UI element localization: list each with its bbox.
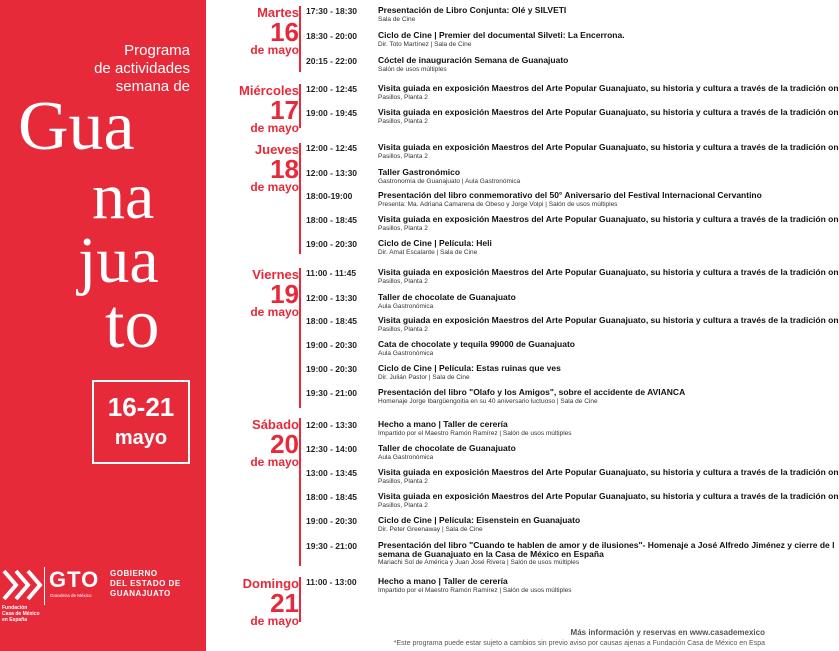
- event-title: Presentación del libro "Olafo y los Amigos", sobre el accidente de AVIANCA: [378, 387, 686, 397]
- disclaimer: *Este programa puede estar sujeto a cambios sin previo aviso por causas ajenas a Fundación Casa de México en Espa: [393, 640, 765, 647]
- day-header: [250, 6, 299, 57]
- logos: [0, 565, 206, 625]
- title-jua: jua: [78, 224, 159, 297]
- event-title: Ciclo de Cine | Película: Heli: [378, 238, 492, 248]
- event-detail: Presenta: Ma. Adriana Camarena de Obeso y Jorge Volpi | Salón de usos múltiples: [378, 201, 618, 208]
- title-na: na: [92, 160, 155, 233]
- day-divider: [299, 418, 301, 566]
- event-time: 12:00 - 13:30: [306, 168, 358, 178]
- event-detail: Aula Gastronómica: [378, 454, 434, 461]
- event-time: 19:30 - 21:00: [306, 388, 358, 398]
- event-time: 19:00 - 20:30: [306, 340, 358, 350]
- event-time: 18:00 - 18:45: [306, 492, 358, 502]
- day-month: de mayo: [250, 614, 299, 628]
- more-info: Más información y reservas en www.casademexico: [570, 628, 765, 637]
- event-time: 12:30 - 14:00: [306, 444, 358, 454]
- event-detail: Aula Gastronómica: [378, 350, 434, 357]
- title-to: to: [105, 286, 160, 363]
- day-month: de mayo: [250, 455, 299, 469]
- subtitle-line-2: de actividades: [94, 60, 190, 77]
- day-header: [250, 143, 299, 194]
- event-time: 20:15 - 22:00: [306, 56, 358, 66]
- event-time: 18:00 - 18:45: [306, 215, 358, 225]
- event-title: Ciclo de Cine | Película: Estas ruinas que ves: [378, 363, 561, 373]
- day-month: de mayo: [250, 180, 299, 194]
- event-time: 11:00 - 13:00: [306, 577, 357, 587]
- event-title: Taller Gastronómico: [378, 167, 461, 177]
- date-range-box: [92, 380, 190, 464]
- event-time: 19:00 - 20:30: [306, 239, 358, 249]
- event-detail: Gastronomía de Guanajuato | Aula Gastronómica: [378, 178, 521, 185]
- event-time: 19:00 - 20:30: [306, 516, 358, 526]
- event-title: Ciclo de Cine | Premier del documental Silveti: La Encerrona.: [378, 30, 625, 40]
- event-title: Cata de chocolate y tequila 99000 de Guanajuato: [378, 339, 575, 349]
- title-gua: Gua: [18, 88, 135, 165]
- event-detail: Sala de Cine: [378, 16, 416, 23]
- event-time: 12:00 - 12:45: [306, 143, 358, 153]
- date-month: mayo: [114, 427, 168, 449]
- event-time: 11:00 - 11:45: [306, 268, 357, 278]
- event-detail: Homenaje Jorge Ibargüengoitia en su 40 aniversario luctuoso | Sala de Cine: [378, 398, 598, 405]
- event-title: Visita guiada en exposición Maestros del Arte Popular Guanajuato, su historia y cultura a través de la tradición on: [378, 491, 839, 501]
- event-time: 12:00 - 13:30: [306, 420, 358, 430]
- event-detail: Salón de usos múltiples: [378, 66, 447, 73]
- day-header: [250, 418, 299, 469]
- event-title: Visita guiada en exposición Maestros del Arte Popular Guanajuato, su historia y cultura a través de la tradición on: [378, 315, 839, 325]
- event-time: 17:30 - 18:30: [306, 6, 358, 16]
- fcme-logo-icon: [2, 569, 42, 603]
- day-number: 21: [270, 588, 299, 618]
- event-time: 19:00 - 20:30: [306, 364, 358, 374]
- event-detail: Dir. Amat Escalante | Sala de Cine: [378, 249, 478, 256]
- event-detail: Aula Gastronómica: [378, 303, 434, 310]
- event-title: Visita guiada en exposición Maestros del Arte Popular Guanajuato, su historia y cultura a través de la tradición on: [378, 214, 839, 224]
- day-name: Domingo: [242, 576, 299, 591]
- subtitle-line-3: semana de: [115, 78, 190, 95]
- event-time: 13:00 - 13:45: [306, 468, 358, 478]
- event-title: Taller de chocolate de Guanajuato: [378, 292, 516, 302]
- event-title: Hecho a mano | Taller de cerería: [378, 576, 508, 586]
- day-number: 16: [270, 17, 299, 47]
- left-panel: [0, 0, 206, 651]
- schedule: [206, 0, 839, 651]
- day-month: de mayo: [250, 305, 299, 319]
- event-title: Presentación de Libro Conjunta: Olé y SILVETI: [378, 5, 567, 15]
- day-number: 18: [270, 154, 299, 184]
- day-header: [243, 577, 299, 628]
- org-line-1: Fundación: [2, 605, 28, 611]
- day-month: de mayo: [250, 121, 299, 135]
- event-detail: Pasillos, Planta 2: [378, 278, 428, 285]
- event-time: 12:00 - 12:45: [306, 84, 358, 94]
- event-detail: Pasillos, Planta 2: [378, 478, 428, 485]
- day-month: de mayo: [250, 43, 299, 57]
- day-header: [250, 268, 299, 319]
- date-range: 16-21: [107, 392, 175, 422]
- day-number: 19: [270, 279, 299, 309]
- event-detail: Dir. Peter Greenaway | Sala de Cine: [378, 526, 483, 533]
- event-time: 18:30 - 20:00: [306, 31, 358, 41]
- day-name: Viernes: [252, 267, 299, 282]
- event-title: Visita guiada en exposición Maestros del Arte Popular Guanajuato, su historia y cultura a través de la tradición on: [378, 467, 839, 477]
- gob-line-2: DEL ESTADO DE: [110, 579, 181, 588]
- day-divider: [299, 84, 301, 128]
- event-detail: Pasillos, Planta 2: [378, 94, 428, 101]
- day-number: 20: [270, 429, 299, 459]
- event-title: Ciclo de Cine | Película: Eisenstein en Guanajuato: [378, 515, 581, 525]
- event-detail: Pasillos, Planta 2: [378, 326, 428, 333]
- day-name: Sábado: [252, 417, 299, 432]
- day-header: [239, 84, 299, 135]
- event-title: Presentación del libro conmemorativo del 50° Aniversario del Festival Internacional Cervantino: [378, 190, 762, 200]
- event-title: Cóctel de inauguración Semana de Guanajuato: [378, 55, 569, 65]
- gto-logo: GTO: [49, 567, 100, 592]
- day-name: Martes: [257, 5, 299, 20]
- event-detail: Pasillos, Planta 2: [378, 502, 428, 509]
- event-title: Hecho a mano | Taller de cerería: [378, 419, 508, 429]
- day-divider: [299, 143, 301, 254]
- event-time: 18:00-19:00: [306, 191, 353, 201]
- event-detail: Dir. Julián Pastor | Sala de Cine: [378, 374, 470, 381]
- gto-tagline: Grandeza de México: [50, 593, 92, 598]
- event-detail: Pasillos, Planta 2: [378, 153, 428, 160]
- event-detail: Pasillos, Planta 2: [378, 225, 428, 232]
- day-divider: [299, 6, 301, 72]
- event-title: Visita guiada en exposición Maestros del Arte Popular Guanajuato, su historia y cultura a través de la tradición on: [378, 83, 839, 93]
- gob-line-1: GOBIERNO: [110, 569, 158, 578]
- subtitle-line-1: Programa: [124, 42, 190, 59]
- event-detail: Impartido por el Maestro Ramón Ramírez | Salón de usos múltiples: [378, 430, 572, 437]
- event-detail: Pasillos, Planta 2: [378, 118, 428, 125]
- event-time: 18:00 - 18:45: [306, 316, 358, 326]
- event-title: Visita guiada en exposición Maestros del Arte Popular Guanajuato, su historia y cultura a través de la tradición on: [378, 107, 839, 117]
- event-title: Taller de chocolate de Guanajuato: [378, 443, 516, 453]
- event-title: Presentación del libro "Cuando te hablen de amor y de ilusiones"- Homenaje a José Alfredo Jiménez y cierre de l: [378, 540, 835, 550]
- event-time: 12:00 - 13:30: [306, 293, 358, 303]
- org-line-3: en España: [2, 617, 28, 623]
- event-detail: Mariachi Sol de América y Juan José Rivera | Salón de usos múltiples: [378, 559, 580, 566]
- event-time: 19:00 - 19:45: [306, 108, 358, 118]
- event-detail: Dir. Toto Martínez | Sala de Cine: [378, 41, 472, 48]
- event-title: Visita guiada en exposición Maestros del Arte Popular Guanajuato, su historia y cultura a través de la tradición on: [378, 267, 839, 277]
- gob-line-3: GUANAJUATO: [110, 589, 171, 598]
- event-time: 19:30 - 21:00: [306, 541, 358, 551]
- day-number: 17: [270, 95, 299, 125]
- org-line-2: Casa de México: [2, 611, 40, 617]
- event-title: Visita guiada en exposición Maestros del Arte Popular Guanajuato, su historia y cultura a través de la tradición on: [378, 142, 839, 152]
- day-divider: [299, 577, 301, 622]
- event-title-cont: semana de Guanajuato en la Casa de México en España: [378, 549, 604, 559]
- day-name: Jueves: [254, 142, 299, 157]
- day-divider: [299, 268, 301, 408]
- event-detail: Impartido por el Maestro Ramón Ramírez | Salón de usos múltiples: [378, 587, 572, 594]
- day-name: Miércoles: [239, 83, 299, 98]
- logo-divider: [44, 567, 45, 605]
